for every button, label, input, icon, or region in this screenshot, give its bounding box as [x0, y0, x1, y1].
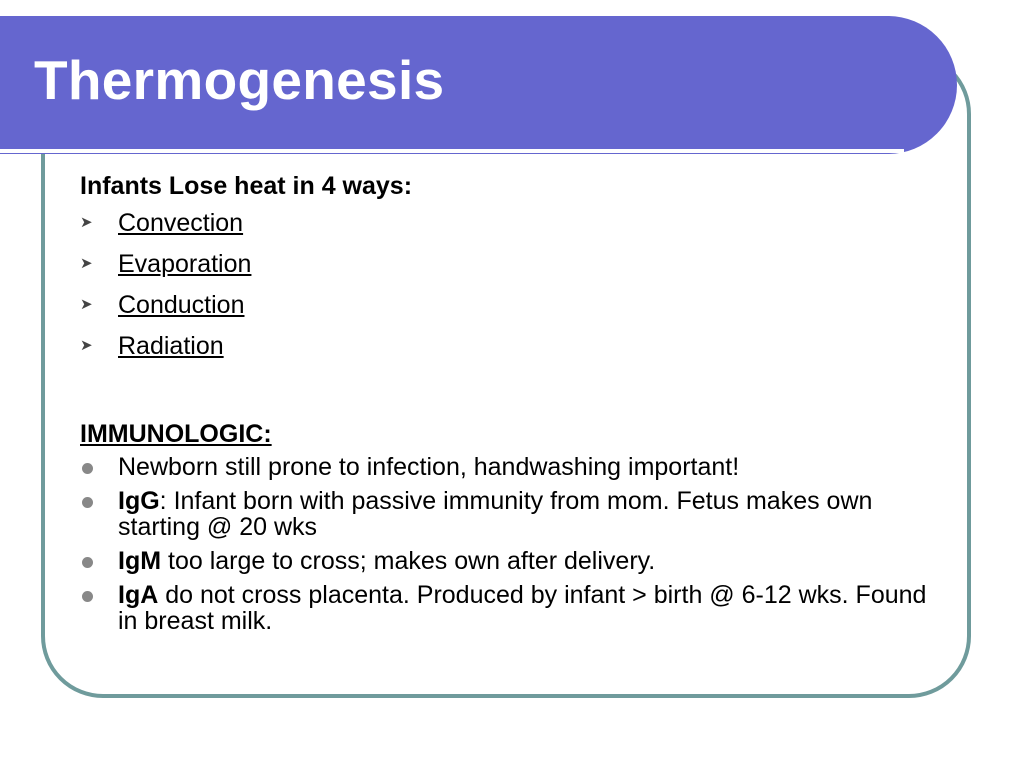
- list-item: [80, 582, 930, 634]
- slide-title: Thermogenesis: [34, 49, 445, 111]
- list-item: [80, 290, 930, 331]
- list-item: [80, 454, 930, 480]
- item-text: Newborn still prone to infection, handwashing important!: [118, 453, 740, 481]
- item-lead: IgG: [118, 487, 160, 515]
- title-underline: [0, 149, 904, 153]
- dot-bullet-icon: [82, 557, 93, 568]
- item-lead: IgA: [118, 581, 159, 609]
- list-item: [80, 331, 930, 372]
- arrow-bullet-icon: ➤: [80, 337, 93, 354]
- heat-way-label: Radiation: [118, 332, 224, 360]
- list-item: [80, 208, 930, 249]
- item-lead: IgM: [118, 547, 162, 575]
- arrow-bullet-icon: ➤: [80, 296, 93, 313]
- dot-bullet-icon: [82, 463, 93, 474]
- immunologic-list: [80, 454, 930, 634]
- item-text: : Infant born with passive immunity from mom. Fetus makes own starting @ 20 wks: [118, 487, 873, 541]
- heat-loss-heading: Infants Lose heat in 4 ways:: [80, 172, 413, 200]
- dot-bullet-icon: [82, 591, 93, 602]
- item-text: too large to cross; makes own after delivery.: [161, 547, 656, 575]
- list-item: [80, 488, 930, 540]
- dot-bullet-icon: [82, 497, 93, 508]
- heat-way-label: Convection: [118, 209, 244, 237]
- heat-way-label: Evaporation: [118, 250, 252, 278]
- heat-loss-list: [80, 208, 930, 372]
- arrow-bullet-icon: ➤: [80, 214, 93, 231]
- immunologic-heading: IMMUNOLOGIC:: [80, 420, 272, 448]
- heat-way-label: Conduction: [118, 291, 245, 319]
- arrow-bullet-icon: ➤: [80, 255, 93, 272]
- slide-content: [80, 171, 930, 642]
- list-item: [80, 249, 930, 290]
- list-item: [80, 548, 930, 574]
- item-text: do not cross placenta. Produced by infant > birth @ 6-12 wks. Found in breast milk.: [118, 581, 927, 635]
